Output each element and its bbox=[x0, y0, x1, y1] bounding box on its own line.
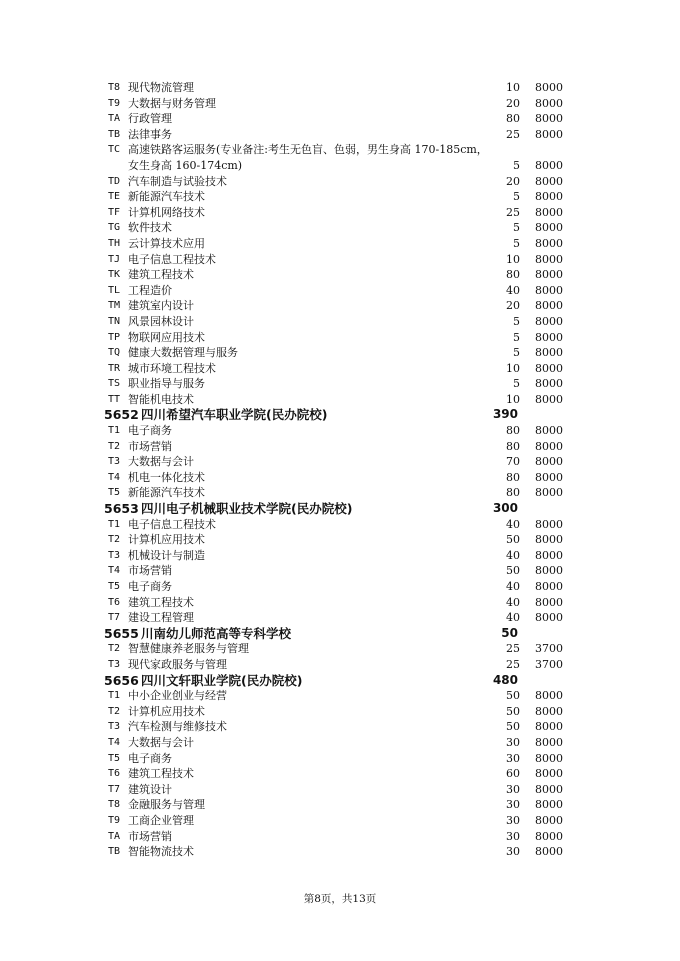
major-code: T6 bbox=[108, 768, 121, 780]
major-row bbox=[0, 96, 680, 112]
major-code: T8 bbox=[108, 82, 121, 93]
tuition-fee: 8000 bbox=[535, 517, 563, 531]
major-name: 建筑工程技术 bbox=[128, 767, 194, 781]
major-code: T7 bbox=[108, 783, 121, 795]
major-name: 计算机应用技术 bbox=[128, 704, 205, 718]
tuition-fee: 8000 bbox=[535, 611, 563, 625]
school-plan-total: 480 bbox=[492, 672, 518, 687]
school-row bbox=[0, 501, 680, 517]
plan-count: 30 bbox=[506, 782, 520, 796]
plan-count: 10 bbox=[506, 252, 520, 266]
tuition-fee: 8000 bbox=[535, 782, 563, 796]
plan-count: 25 bbox=[506, 205, 520, 219]
major-row bbox=[0, 142, 680, 173]
major-code: T7 bbox=[108, 612, 121, 624]
plan-count: 20 bbox=[506, 174, 520, 188]
tuition-fee: 8000 bbox=[535, 361, 563, 375]
major-name: 电子商务 bbox=[128, 580, 172, 593]
plan-count: 40 bbox=[506, 595, 520, 609]
major-row bbox=[0, 563, 680, 579]
plan-count: 5 bbox=[513, 221, 520, 235]
school-name: 四川文轩职业学院(民办院校) bbox=[141, 672, 303, 688]
major-code: TR bbox=[108, 362, 121, 374]
major-code: TB bbox=[108, 846, 121, 858]
tuition-fee: 8000 bbox=[535, 720, 563, 734]
major-row bbox=[0, 283, 680, 299]
major-code: T2 bbox=[108, 440, 121, 452]
tuition-fee: 8000 bbox=[535, 377, 563, 391]
major-name: 物联网应用技术 bbox=[128, 330, 205, 344]
major-name: 现代物流管理 bbox=[128, 81, 194, 94]
major-name: 建筑工程技术 bbox=[128, 268, 194, 282]
major-row bbox=[0, 330, 680, 346]
major-name: 市场营销 bbox=[128, 564, 172, 578]
plan-count: 30 bbox=[506, 845, 520, 859]
school-row bbox=[0, 626, 680, 642]
tuition-fee: 8000 bbox=[535, 112, 563, 126]
major-row bbox=[0, 252, 680, 268]
school-code: 5652 bbox=[104, 407, 139, 423]
tuition-fee: 8000 bbox=[535, 767, 563, 781]
plan-count: 25 bbox=[506, 642, 520, 656]
major-name: 城市环境工程技术 bbox=[128, 361, 216, 375]
plan-count: 80 bbox=[506, 112, 520, 126]
tuition-fee: 8000 bbox=[535, 845, 563, 859]
major-row bbox=[0, 532, 680, 548]
plan-count: 10 bbox=[506, 81, 520, 94]
major-row bbox=[0, 782, 680, 798]
school-code: 5653 bbox=[104, 501, 139, 517]
major-row bbox=[0, 844, 680, 860]
major-code: TC bbox=[108, 144, 121, 156]
major-code: TK bbox=[108, 269, 121, 281]
major-code: T3 bbox=[108, 658, 121, 670]
major-name: 电子信息工程技术 bbox=[128, 517, 216, 531]
major-code: T2 bbox=[108, 643, 121, 655]
tuition-fee: 8000 bbox=[535, 252, 563, 266]
school-plan-total: 390 bbox=[492, 407, 518, 422]
major-name: 智能机电技术 bbox=[128, 392, 194, 406]
major-row bbox=[0, 657, 680, 673]
major-row bbox=[0, 579, 680, 595]
major-code: T6 bbox=[108, 596, 121, 608]
major-code: T9 bbox=[108, 97, 121, 109]
major-name: 机械设计与制造 bbox=[128, 548, 205, 562]
tuition-fee: 8000 bbox=[535, 190, 563, 204]
plan-count: 5 bbox=[513, 346, 520, 360]
major-name: 计算机网络技术 bbox=[128, 205, 205, 219]
major-row bbox=[0, 641, 680, 657]
plan-count: 20 bbox=[506, 96, 520, 110]
major-code: TA bbox=[108, 830, 121, 842]
major-name: 工商企业管理 bbox=[128, 813, 194, 827]
school-plan-total: 300 bbox=[492, 501, 518, 516]
major-row bbox=[0, 751, 680, 767]
major-row bbox=[0, 345, 680, 361]
major-row bbox=[0, 267, 680, 283]
major-row bbox=[0, 719, 680, 735]
major-row bbox=[0, 127, 680, 143]
tuition-fee: 8000 bbox=[535, 127, 563, 141]
school-row bbox=[0, 673, 680, 689]
plan-count: 50 bbox=[506, 704, 520, 718]
plan-count: 30 bbox=[506, 829, 520, 843]
major-code: TH bbox=[108, 237, 121, 249]
tuition-fee: 8000 bbox=[535, 829, 563, 843]
major-row bbox=[0, 205, 680, 221]
plan-count: 40 bbox=[506, 548, 520, 562]
tuition-fee: 8000 bbox=[535, 735, 563, 749]
major-code: T3 bbox=[108, 549, 121, 561]
school-plan-total: 50 bbox=[501, 625, 518, 640]
tuition-fee: 8000 bbox=[535, 346, 563, 360]
tuition-fee: 8000 bbox=[535, 221, 563, 235]
plan-count: 50 bbox=[506, 564, 520, 578]
enrollment-table bbox=[0, 80, 680, 860]
major-row bbox=[0, 439, 680, 455]
major-name: 软件技术 bbox=[128, 221, 172, 235]
tuition-fee: 8000 bbox=[535, 486, 563, 500]
major-name: 智能物流技术 bbox=[128, 845, 194, 859]
tuition-fee: 3700 bbox=[535, 642, 563, 656]
major-code: TN bbox=[108, 315, 121, 327]
major-name: 云计算技术应用 bbox=[128, 236, 205, 250]
page-number: 第8页，共13页 bbox=[303, 893, 377, 905]
major-code: T2 bbox=[108, 705, 121, 717]
major-row bbox=[0, 704, 680, 720]
major-code: TE bbox=[108, 191, 121, 203]
major-row bbox=[0, 548, 680, 564]
tuition-fee: 8000 bbox=[535, 392, 563, 406]
tuition-fee: 8000 bbox=[535, 424, 563, 438]
plan-count: 30 bbox=[506, 813, 520, 827]
major-name: 电子商务 bbox=[128, 751, 172, 765]
tuition-fee: 8000 bbox=[535, 704, 563, 718]
major-code: T4 bbox=[108, 736, 121, 748]
tuition-fee: 8000 bbox=[535, 813, 563, 827]
major-name: 汽车检测与维修技术 bbox=[128, 720, 227, 734]
major-name: 电子商务 bbox=[128, 424, 172, 438]
major-code: TT bbox=[108, 393, 121, 405]
major-name: 法律事务 bbox=[128, 127, 172, 141]
tuition-fee: 8000 bbox=[535, 564, 563, 578]
major-row bbox=[0, 189, 680, 205]
major-code: TL bbox=[108, 284, 121, 296]
tuition-fee: 8000 bbox=[535, 689, 563, 703]
major-row bbox=[0, 517, 680, 533]
tuition-fee: 8000 bbox=[535, 533, 563, 547]
major-row bbox=[0, 454, 680, 470]
plan-count: 40 bbox=[506, 517, 520, 531]
major-name: 大数据与财务管理 bbox=[128, 96, 216, 110]
tuition-fee: 8000 bbox=[535, 580, 563, 593]
major-code: TD bbox=[108, 175, 121, 187]
major-name: 健康大数据管理与服务 bbox=[128, 346, 238, 360]
plan-count: 30 bbox=[506, 735, 520, 749]
major-row bbox=[0, 174, 680, 190]
plan-count: 80 bbox=[506, 268, 520, 282]
school-row bbox=[0, 407, 680, 423]
major-name: 汽车制造与试验技术 bbox=[128, 174, 227, 188]
major-row bbox=[0, 236, 680, 252]
major-code: T1 bbox=[108, 690, 121, 702]
school-code: 5655 bbox=[104, 625, 139, 641]
plan-count: 50 bbox=[506, 720, 520, 734]
major-row bbox=[0, 376, 680, 392]
major-code: TF bbox=[108, 206, 121, 218]
tuition-fee: 8000 bbox=[535, 158, 563, 172]
major-name: 建设工程管理 bbox=[128, 611, 194, 625]
major-row bbox=[0, 392, 680, 408]
major-code: T3 bbox=[108, 721, 121, 733]
major-code: TB bbox=[108, 128, 121, 140]
major-code: TJ bbox=[108, 253, 121, 265]
major-name: 中小企业创业与经营 bbox=[128, 689, 227, 703]
plan-count: 5 bbox=[513, 236, 520, 250]
major-code: T4 bbox=[108, 471, 121, 483]
plan-count: 30 bbox=[506, 751, 520, 765]
tuition-fee: 8000 bbox=[535, 299, 563, 313]
plan-count: 40 bbox=[506, 283, 520, 297]
plan-count: 25 bbox=[506, 657, 520, 671]
plan-count: 20 bbox=[506, 299, 520, 313]
major-row bbox=[0, 220, 680, 236]
major-name: 职业指导与服务 bbox=[128, 377, 205, 391]
major-name: 风景园林设计 bbox=[128, 314, 194, 328]
major-row bbox=[0, 829, 680, 845]
plan-count: 5 bbox=[513, 377, 520, 391]
tuition-fee: 3700 bbox=[535, 657, 563, 671]
major-name: 市场营销 bbox=[128, 439, 172, 453]
major-row bbox=[0, 298, 680, 314]
tuition-fee: 8000 bbox=[535, 314, 563, 328]
tuition-fee: 8000 bbox=[535, 595, 563, 609]
school-name: 四川希望汽车职业学院(民办院校) bbox=[141, 407, 328, 423]
major-code: TS bbox=[108, 378, 121, 390]
plan-count: 40 bbox=[506, 611, 520, 625]
major-name: 金融服务与管理 bbox=[128, 798, 205, 812]
major-name: 电子信息工程技术 bbox=[128, 252, 216, 266]
plan-count: 50 bbox=[506, 533, 520, 547]
plan-count: 50 bbox=[506, 689, 520, 703]
plan-count: 5 bbox=[513, 158, 520, 172]
tuition-fee: 8000 bbox=[535, 330, 563, 344]
plan-count: 10 bbox=[506, 392, 520, 406]
plan-count: 40 bbox=[506, 580, 520, 593]
plan-count: 5 bbox=[513, 330, 520, 344]
tuition-fee: 8000 bbox=[535, 205, 563, 219]
plan-count: 80 bbox=[506, 470, 520, 484]
tuition-fee: 8000 bbox=[535, 268, 563, 282]
major-name: 机电一体化技术 bbox=[128, 470, 205, 484]
major-code: T1 bbox=[108, 425, 121, 437]
major-name: 新能源汽车技术 bbox=[128, 486, 205, 500]
major-row bbox=[0, 797, 680, 813]
major-name: 计算机应用技术 bbox=[128, 533, 205, 547]
plan-count: 5 bbox=[513, 314, 520, 328]
major-code: T3 bbox=[108, 456, 121, 468]
major-row bbox=[0, 610, 680, 626]
major-code: T5 bbox=[108, 581, 121, 592]
major-code: TG bbox=[108, 222, 121, 234]
major-code: T1 bbox=[108, 518, 121, 530]
plan-count: 60 bbox=[506, 767, 520, 781]
major-code: TP bbox=[108, 331, 121, 343]
major-row bbox=[0, 423, 680, 439]
tuition-fee: 8000 bbox=[535, 470, 563, 484]
major-name: 新能源汽车技术 bbox=[128, 190, 205, 204]
major-name: 行政管理 bbox=[128, 112, 172, 126]
major-name: 建筑设计 bbox=[128, 782, 172, 796]
major-code: TA bbox=[108, 113, 121, 125]
major-row bbox=[0, 111, 680, 127]
tuition-fee: 8000 bbox=[535, 798, 563, 812]
major-row bbox=[0, 361, 680, 377]
major-row bbox=[0, 595, 680, 611]
major-code: T8 bbox=[108, 799, 121, 811]
major-row bbox=[0, 735, 680, 751]
tuition-fee: 8000 bbox=[535, 283, 563, 297]
major-code: T5 bbox=[108, 487, 121, 499]
school-code: 5656 bbox=[104, 672, 139, 688]
major-row bbox=[0, 80, 680, 96]
plan-count: 70 bbox=[506, 455, 520, 469]
major-row bbox=[0, 470, 680, 486]
plan-count: 25 bbox=[506, 127, 520, 141]
school-name: 四川电子机械职业技术学院(民办院校) bbox=[141, 501, 353, 517]
major-name: 市场营销 bbox=[128, 829, 172, 843]
tuition-fee: 8000 bbox=[535, 548, 563, 562]
major-name: 高速铁路客运服务(专业备注:考生无色盲、色弱，男生身高 170-185cm，女生身高 160-174cm) bbox=[128, 143, 488, 172]
plan-count: 80 bbox=[506, 486, 520, 500]
tuition-fee: 8000 bbox=[535, 81, 563, 94]
tuition-fee: 8000 bbox=[535, 455, 563, 469]
tuition-fee: 8000 bbox=[535, 439, 563, 453]
major-row bbox=[0, 314, 680, 330]
major-row bbox=[0, 813, 680, 829]
tuition-fee: 8000 bbox=[535, 174, 563, 188]
major-code: T9 bbox=[108, 814, 121, 826]
major-row bbox=[0, 688, 680, 704]
major-name: 智慧健康养老服务与管理 bbox=[128, 642, 249, 656]
plan-count: 80 bbox=[506, 439, 520, 453]
school-name: 川南幼儿师范高等专科学校 bbox=[141, 625, 292, 641]
major-code: T2 bbox=[108, 534, 121, 546]
plan-count: 30 bbox=[506, 798, 520, 812]
major-code: TM bbox=[108, 300, 121, 312]
major-code: TQ bbox=[108, 347, 121, 359]
tuition-fee: 8000 bbox=[535, 96, 563, 110]
major-code: T5 bbox=[108, 752, 121, 764]
major-name: 大数据与会计 bbox=[128, 455, 194, 469]
tuition-fee: 8000 bbox=[535, 236, 563, 250]
major-row bbox=[0, 766, 680, 782]
major-name: 建筑室内设计 bbox=[128, 299, 194, 313]
major-name: 建筑工程技术 bbox=[128, 595, 194, 609]
tuition-fee: 8000 bbox=[535, 751, 563, 765]
major-name: 现代家政服务与管理 bbox=[128, 657, 227, 671]
plan-count: 80 bbox=[506, 424, 520, 438]
plan-count: 5 bbox=[513, 190, 520, 204]
major-row bbox=[0, 485, 680, 501]
major-code: T4 bbox=[108, 565, 121, 577]
plan-count: 10 bbox=[506, 361, 520, 375]
major-name: 工程造价 bbox=[128, 283, 172, 297]
major-name: 大数据与会计 bbox=[128, 735, 194, 749]
